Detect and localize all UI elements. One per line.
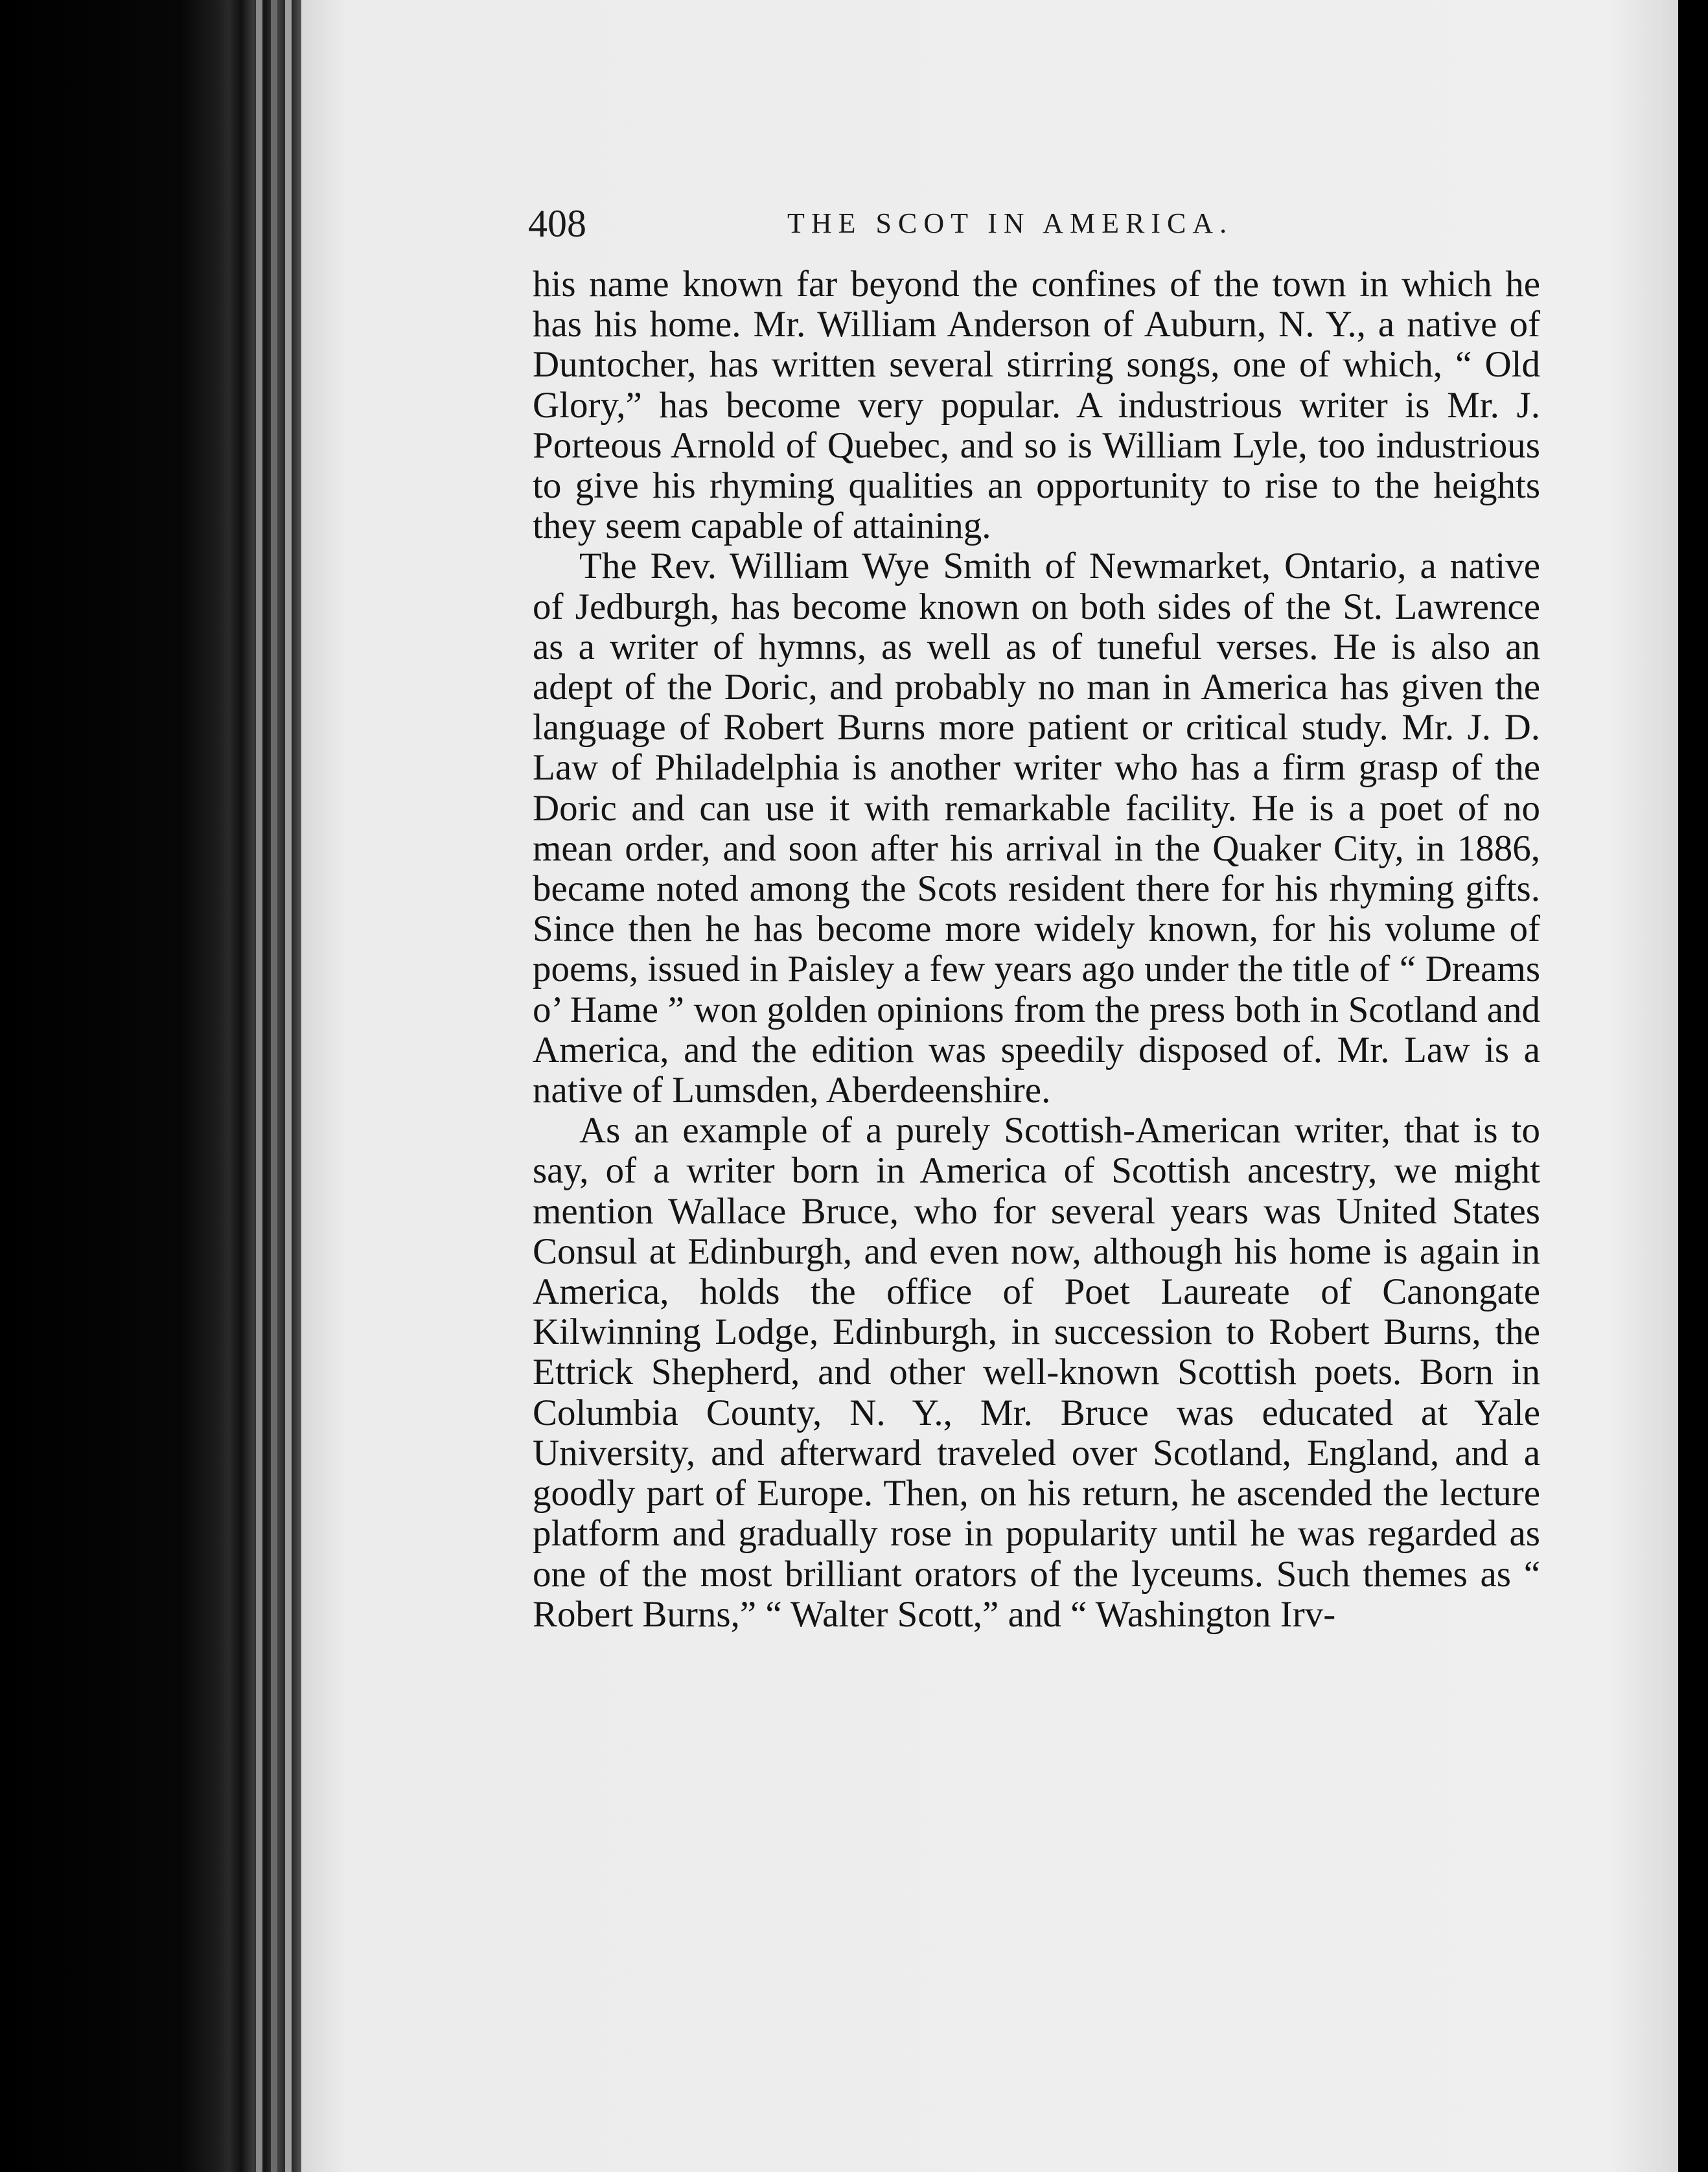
paragraph: The Rev. William Wye Smith of Newmarket, Ontario, a native of Jedburgh, has become known on both sides of the St. Lawrence as a writer of hymns, as well as of tuneful verses. He is also an adept of the Doric, and probably no man in America has given the language of Robert Burns more patient or critical study. Mr. J. D. Law of Philadelphia is another writer who has a firm grasp of the Doric and can use it with remarkable facility. He is a poet of no mean order, and soon after his arrival in the Quaker City, in 1886, became noted among the Scots resident there for his rhyming gifts. Since then he has become more widely known, for his volume of poems, issued in Paisley a few years ago under the title of “ Dreams o’ Hame ” won golden opinions from the press both in Scotland and America, and the edition was speedily disposed of. Mr. Law is a native of Lumsden, Aberdeenshire.: [533, 546, 1540, 1111]
paragraph: his name known far beyond the confines of the town in which he has his home. Mr. William Anderson of Auburn, N. Y., a native of Duntocher, has written several stirring songs, one of which, “ Old Glory,” has become very popular. A industrious writer is Mr. J. Porteous Arnold of Quebec, and so is William Lyle, too industrious to give his rhyming qualities an opportunity to rise to the heights they seem capable of attaining.: [533, 264, 1540, 547]
page-edge: [285, 0, 292, 2172]
page-edge: [271, 0, 277, 2172]
body-text: [533, 264, 1540, 1635]
scan-right-edge: [1678, 0, 1708, 2172]
page-edge: [256, 0, 262, 2172]
page-header: [528, 198, 1545, 249]
page-number: 408: [528, 202, 586, 245]
running-title: THE SCOT IN AMERICA.: [787, 207, 1234, 239]
paragraph: As an example of a purely Scottish-American writer, that is to say, of a writer born in America of Scottish ancestry, we might mention Wallace Bruce, who for several years was United States Consul at Edinburgh, and even now, although his home is again in America, holds the office of Poet Laureate of Canongate Kilwinning Lodge, Edinburgh, in succession to Robert Burns, the Ettrick Shepherd, and other well-known Scottish poets. Born in Columbia County, N. Y., Mr. Bruce was educated at Yale University, and afterward traveled over Scotland, England, and a goodly part of Europe. Then, on his return, he ascended the lecture platform and gradually rose in popularity until he was regarded as one of the most brilliant orators of the lyceums. Such themes as “ Robert Burns,” “ Walter Scott,” and “ Washington Irv-: [533, 1110, 1540, 1635]
